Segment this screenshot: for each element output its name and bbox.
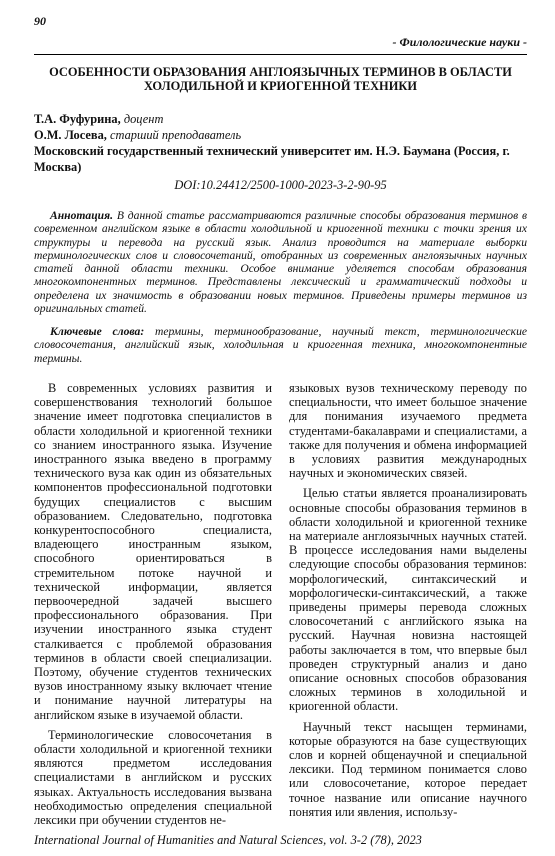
author-2 [34,127,527,143]
header-rule [34,54,527,55]
author-name: Т.А. Фуфурина, [34,112,121,126]
page-number: 90 [34,14,46,28]
body-paragraph: Терминологические словосочетания в области холодильной и криогенной техники являются предметом исследования специалистами в английском и русских языках. Актуальность исследования вызвана необходимостью определения специальной лексики при обучении студентов не- [34,727,272,828]
section-header: - Филологические науки - [392,35,527,49]
author-name: О.М. Лосева, [34,128,107,142]
author-role: доцент [123,112,164,126]
keywords-label: Ключевые слова: [50,325,145,338]
keywords-text: термины, терминообразование, научный текст, терминологические словосочетания, английский язык, холодильная и криогенная техника, многокомпонентные термины. [34,325,528,365]
body-paragraph: Целью статьи является проанализировать основные способы образования терминов в области холодильной и криогенной технике на материале англоязычных научных статей. В процессе исследования нами выделены следующие способы образования терминов: морфологический, синтаксический и морфологически-синтаксический, а также приведены примеры перевода сложных словосочетаний с английского языка на русский. Научная новизна настоящей работы заключается в том, что впервые был проведен структурный анализ и дано описание основных способов образования сложных терминов в холодильной и криогенной области. [289,486,527,714]
body-paragraph: В современных условиях развития и совершенствования технологий большое значение имеет подготовка специалистов в области холодильной и криогенной техники со знанием иностранного языка. Изучение иностранного языка введено в программу технического вуза как один из обязательных компонентов профессиональной подготовки будущих специалистов с высшим образованием. Следовательно, подготовка конкурентоспособного специалиста, владеющего иностранным языком, способного ориентироваться в стремительном потоке научной и технической информации, является первоочередной задачей высшего профессионального образования. При изучении иностранного языка студент сталкивается с проблемой образования терминов в области своей специализации. Поэтому, обучение студентов технических вузов иностранному языку включает чтение и понимание научной литературы на английском языке в изучаемой области. [34,381,272,722]
author-role: старший преподаватель [110,128,242,142]
body-paragraph-continuation: языковых вузов техническому переводу по специальности, что имеет большое значение для понимания изучаемого предмета студентами-бакалаврами и специалистами, а также для получения и обмена информацией в условиях развития международных научных и экономических связей. [289,381,527,481]
abstract [34,209,527,315]
affiliation: Московский государственный технический университет им. Н.Э. Баумана (Россия, г. Москва) [34,144,510,174]
abstract-label: Аннотация. [50,209,113,222]
body-paragraph: Научный текст насыщен терминами, которые образуются на базе существующих слов и корней общенаучной и специальной лексики. Под термином понимается слово или словосочетание, которое передает точное название или описание научного понятия или явления, использу- [289,719,527,819]
article-title: ОСОБЕННОСТИ ОБРАЗОВАНИЯ АНГЛОЯЗЫЧНЫХ ТЕРМИНОВ В ОБЛАСТИ ХОЛОДИЛЬНОЙ И КРИОГЕННОЙ ТЕХНИКИ [49,65,512,93]
journal-footer: International Journal of Humanities and Natural Sciences, vol. 3-2 (78), 2023 [34,833,422,847]
keywords [34,325,527,365]
doi: DOI:10.24412/2500-1000-2023-3-2-90-95 [174,178,387,192]
abstract-text: В данной статье рассматриваются различные способы образования терминов в современном английском языке в области холодильной и криогенной техники с точки зрения их структуры и перевода на русский язык. Анализ проводится на материале выборки терминологических слов и словосочетаний, отобранных из современных англоязычных научных статей данной области техники. Особое внимание уделяется способам образования многокомпонентных терминов. Представлены лексический и грамматический подходы и определена их значимость в образовании новых терминов. Приведены примеры терминов из оригинальных статей. [34,209,527,316]
body-column-right [289,381,527,825]
authors-block [34,111,527,175]
body-column-left [34,381,272,833]
author-1 [34,111,527,127]
